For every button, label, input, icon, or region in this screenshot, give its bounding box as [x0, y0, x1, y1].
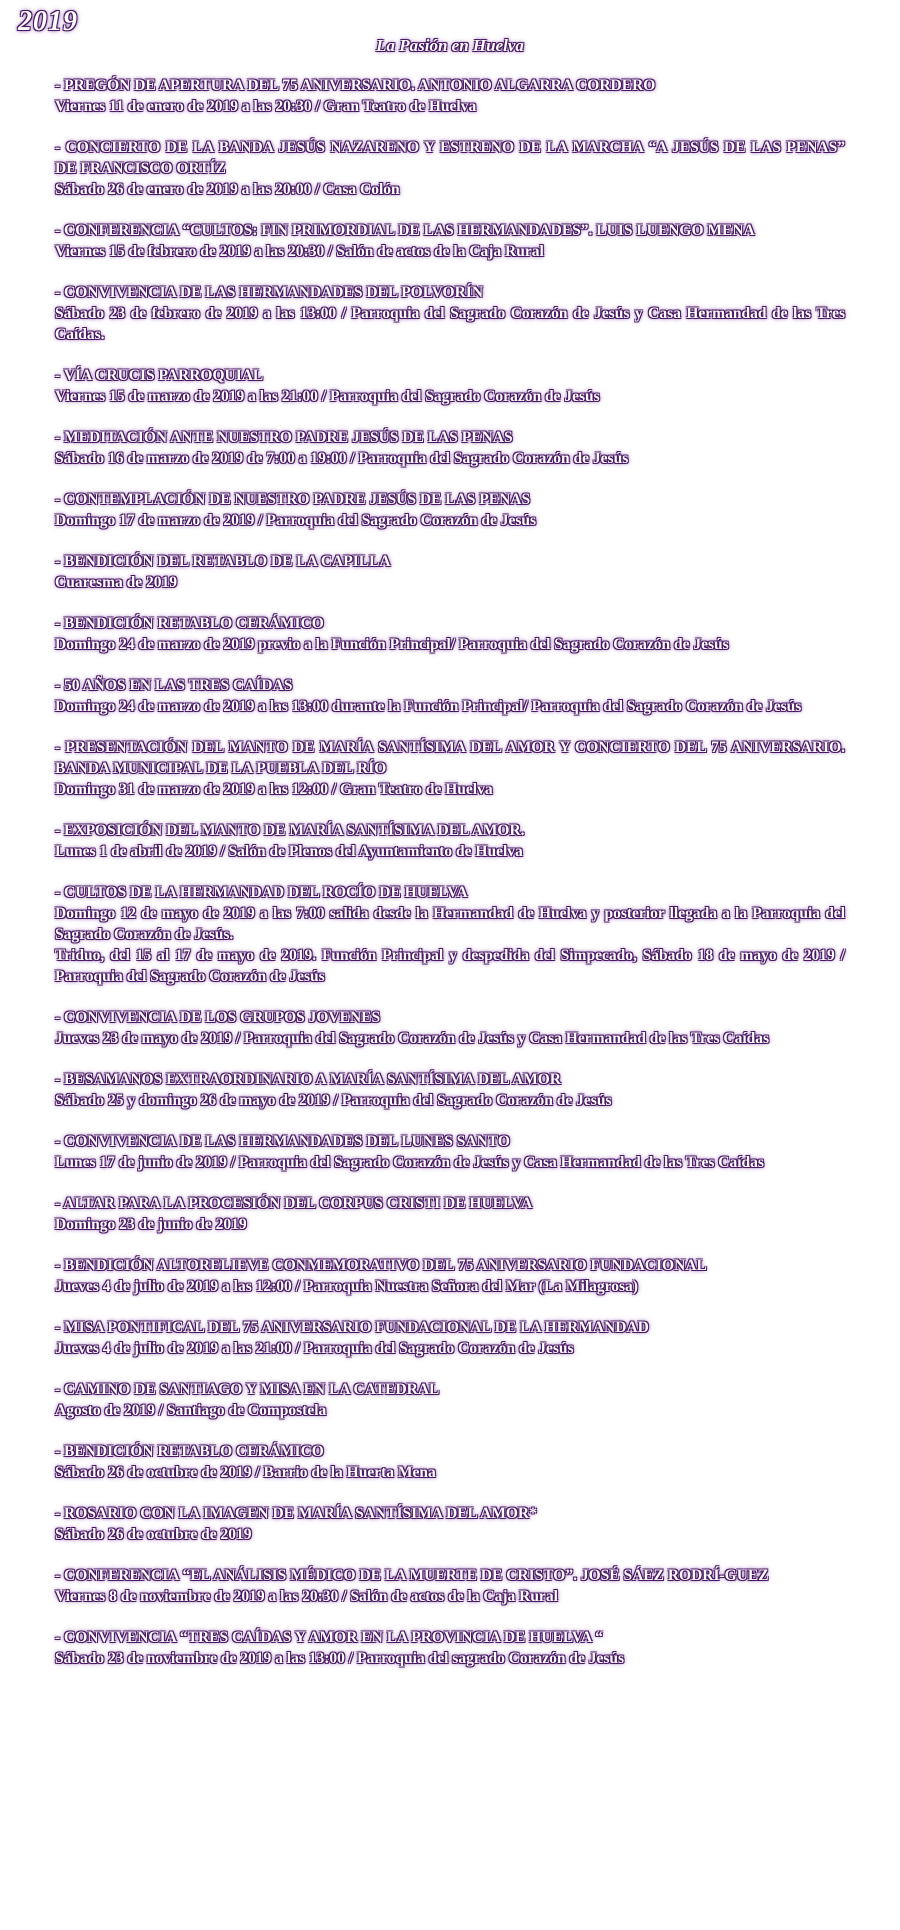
event-title: - VÍA CRUCIS PARROQUIAL: [55, 367, 264, 384]
site-brand: La Pasión en Huelva: [376, 36, 524, 55]
event-item: [55, 427, 845, 469]
event-detail: Sábado 26 de enero de 2019 a las 20:00 / Casa Colón: [55, 181, 400, 198]
event-item: [55, 882, 845, 987]
event-detail: Jueves 4 de julio de 2019 a las 12:00 / Parroquia Nuestra Señora del Mar (La Milagrosa): [55, 1278, 638, 1295]
year-label: 2019: [18, 6, 78, 37]
event-detail: Lunes 17 de junio de 2019 / Parroquia del Sagrado Corazón de Jesús y Casa Hermandad de las Tres Caídas: [55, 1154, 764, 1171]
event-detail: Sábado 16 de marzo de 2019 de 7:00 a 19:00 / Parroquia del Sagrado Corazón de Jesús: [55, 450, 629, 467]
event-detail: Lunes 1 de abril de 2019 / Salón de Plenos del Ayuntamiento de Huelva: [55, 843, 523, 860]
event-title: - CONVIVENCIA “TRES CAÍDAS Y AMOR EN LA PROVINCIA DE HUELVA “: [55, 1629, 603, 1646]
event-title: - CONVIVENCIA DE LOS GRUPOS JOVENES: [55, 1009, 381, 1026]
event-item: [55, 1069, 845, 1111]
event-detail: Viernes 15 de febrero de 2019 a las 20:30 / Salón de actos de la Caja Rural: [55, 243, 544, 260]
event-detail: Sábado 23 de febrero de 2019 a las 13:00 / Parroquia del Sagrado Corazón de Jesús y Casa Hermandad de las Tres Caídas.: [55, 305, 845, 343]
event-title: - PRESENTACIÓN DEL MANTO DE MARÍA SANTÍSIMA DEL AMOR Y CONCIERTO DEL 75 ANIVERSARIO. BANDA MUNICIPAL DE LA PUEBLA DEL RÍO: [55, 739, 845, 777]
event-detail: Viernes 11 de enero de 2019 a las 20:30 / Gran Teatro de Huelva: [55, 98, 477, 115]
event-item: [55, 551, 845, 593]
event-list: [55, 75, 845, 1689]
event-item: [55, 613, 845, 655]
event-item: [55, 1565, 845, 1607]
event-detail: Jueves 23 de mayo de 2019 / Parroquia del Sagrado Corazón de Jesús y Casa Hermandad de las Tres Caídas: [55, 1030, 770, 1047]
event-detail: Viernes 8 de noviembre de 2019 a las 20:30 / Salón de actos de la Caja Rural: [55, 1588, 558, 1605]
event-item: [55, 1441, 845, 1483]
event-title: - MEDITACIÓN ANTE NUESTRO PADRE JESÚS DE LAS PENAS: [55, 429, 513, 446]
event-item: [55, 1255, 845, 1297]
event-detail: Triduo, del 15 al 17 de mayo de 2019. Función Principal y despedida del Simpecado, Sábado 18 de mayo de 2019 / Parroquia del Sagrado Corazón de Jesús: [55, 947, 845, 985]
event-item: [55, 820, 845, 862]
event-title: - EXPOSICIÓN DEL MANTO DE MARÍA SANTÍSIMA DEL AMOR.: [55, 822, 525, 839]
event-title: - CONFERENCIA “EL ANÁLISIS MÉDICO DE LA MUERTE DE CRISTO”. JOSÉ SÁEZ RODRÍ-GUEZ: [55, 1567, 769, 1584]
event-detail: Sábado 26 de octubre de 2019 / Barrio de la Huerta Mena: [55, 1464, 436, 1481]
event-item: [55, 1503, 845, 1545]
event-detail: Sábado 23 de noviembre de 2019 a las 13:00 / Parroquia del sagrado Corazón de Jesús: [55, 1650, 625, 1667]
event-detail: Agosto de 2019 / Santiago de Compostela: [55, 1402, 327, 1419]
event-item: [55, 1317, 845, 1359]
event-item: [55, 675, 845, 717]
event-title: - ALTAR PARA LA PROCESIÓN DEL CORPUS CRISTI DE HUELVA: [55, 1195, 533, 1212]
event-item: [55, 365, 845, 407]
event-title: - BENDICIÓN DEL RETABLO DE LA CAPILLA: [55, 553, 391, 570]
event-detail: Cuaresma de 2019: [55, 574, 177, 591]
event-item: [55, 1193, 845, 1235]
event-detail: Sábado 25 y domingo 26 de mayo de 2019 / Parroquia del Sagrado Corazón de Jesús: [55, 1092, 612, 1109]
event-detail: Sábado 26 de octubre de 2019: [55, 1526, 252, 1543]
event-detail: Domingo 17 de marzo de 2019 / Parroquia del Sagrado Corazón de Jesús: [55, 512, 537, 529]
event-title: - CONVIVENCIA DE LAS HERMANDADES DEL POLVORÍN: [55, 284, 484, 301]
event-item: [55, 220, 845, 262]
event-title: - CAMINO DE SANTIAGO Y MISA EN LA CATEDRAL: [55, 1381, 440, 1398]
event-title: - ROSARIO CON LA IMAGEN DE MARÍA SANTÍSIMA DEL AMOR*: [55, 1505, 537, 1522]
event-title: - CULTOS DE LA HERMANDAD DEL ROCÍO DE HUELVA: [55, 884, 468, 901]
event-item: [55, 1131, 845, 1173]
event-item: [55, 1007, 845, 1049]
event-item: [55, 137, 845, 200]
event-detail: Jueves 4 de julio de 2019 a las 21:00 / Parroquia del Sagrado Corazón de Jesús: [55, 1340, 574, 1357]
event-item: [55, 489, 845, 531]
event-detail: Domingo 12 de mayo de 2019 a las 7:00 salida desde la Hermandad de Huelva y posterior llegada a la Parroquia del Sagrado Corazón de Jesús.: [55, 905, 845, 943]
event-detail: Domingo 24 de marzo de 2019 a las 13:00 durante la Función Principal/ Parroquia del Sagrado Corazón de Jesús: [55, 698, 802, 715]
event-title: - CONFERENCIA “CULTOS: FIN PRIMORDIAL DE LAS HERMANDADES”. LUIS LUENGO MENA: [55, 222, 755, 239]
event-item: [55, 737, 845, 800]
event-detail: Domingo 23 de junio de 2019: [55, 1216, 247, 1233]
event-title: - BESAMANOS EXTRAORDINARIO A MARÍA SANTÍSIMA DEL AMOR: [55, 1071, 561, 1088]
event-item: [55, 1627, 845, 1669]
event-title: - CONCIERTO DE LA BANDA JESÚS NAZARENO Y ESTRENO DE LA MARCHA “A JESÚS DE LAS PENAS” DE FRANCISCO ORTÍZ: [55, 139, 845, 177]
event-item: [55, 1379, 845, 1421]
event-title: - BENDICIÓN RETABLO CERÁMICO: [55, 615, 324, 632]
event-detail: Domingo 24 de marzo de 2019 previo a la Función Principal/ Parroquia del Sagrado Corazón de Jesús: [55, 636, 729, 653]
event-title: - BENDICIÓN ALTORELIEVE CONMEMORATIVO DEL 75 ANIVERSARIO FUNDACIONAL: [55, 1257, 707, 1274]
event-title: - PREGÓN DE APERTURA DEL 75 ANIVERSARIO. ANTONIO ALGARRA CORDERO: [55, 77, 656, 94]
event-item: [55, 75, 845, 117]
event-title: - CONVIVENCIA DE LAS HERMANDADES DEL LUNES SANTO: [55, 1133, 510, 1150]
event-detail: Domingo 31 de marzo de 2019 a las 12:00 / Gran Teatro de Huelva: [55, 781, 493, 798]
event-detail: Viernes 15 de marzo de 2019 a las 21:00 / Parroquia del Sagrado Corazón de Jesús: [55, 388, 600, 405]
event-title: - BENDICIÓN RETABLO CERÁMICO: [55, 1443, 324, 1460]
event-item: [55, 282, 845, 345]
event-title: - 50 AÑOS EN LAS TRES CAÍDAS: [55, 677, 293, 694]
event-title: - MISA PONTIFICAL DEL 75 ANIVERSARIO FUNDACIONAL DE LA HERMANDAD: [55, 1319, 649, 1336]
event-title: - CONTEMPLACIÓN DE NUESTRO PADRE JESÚS DE LAS PENAS: [55, 491, 531, 508]
